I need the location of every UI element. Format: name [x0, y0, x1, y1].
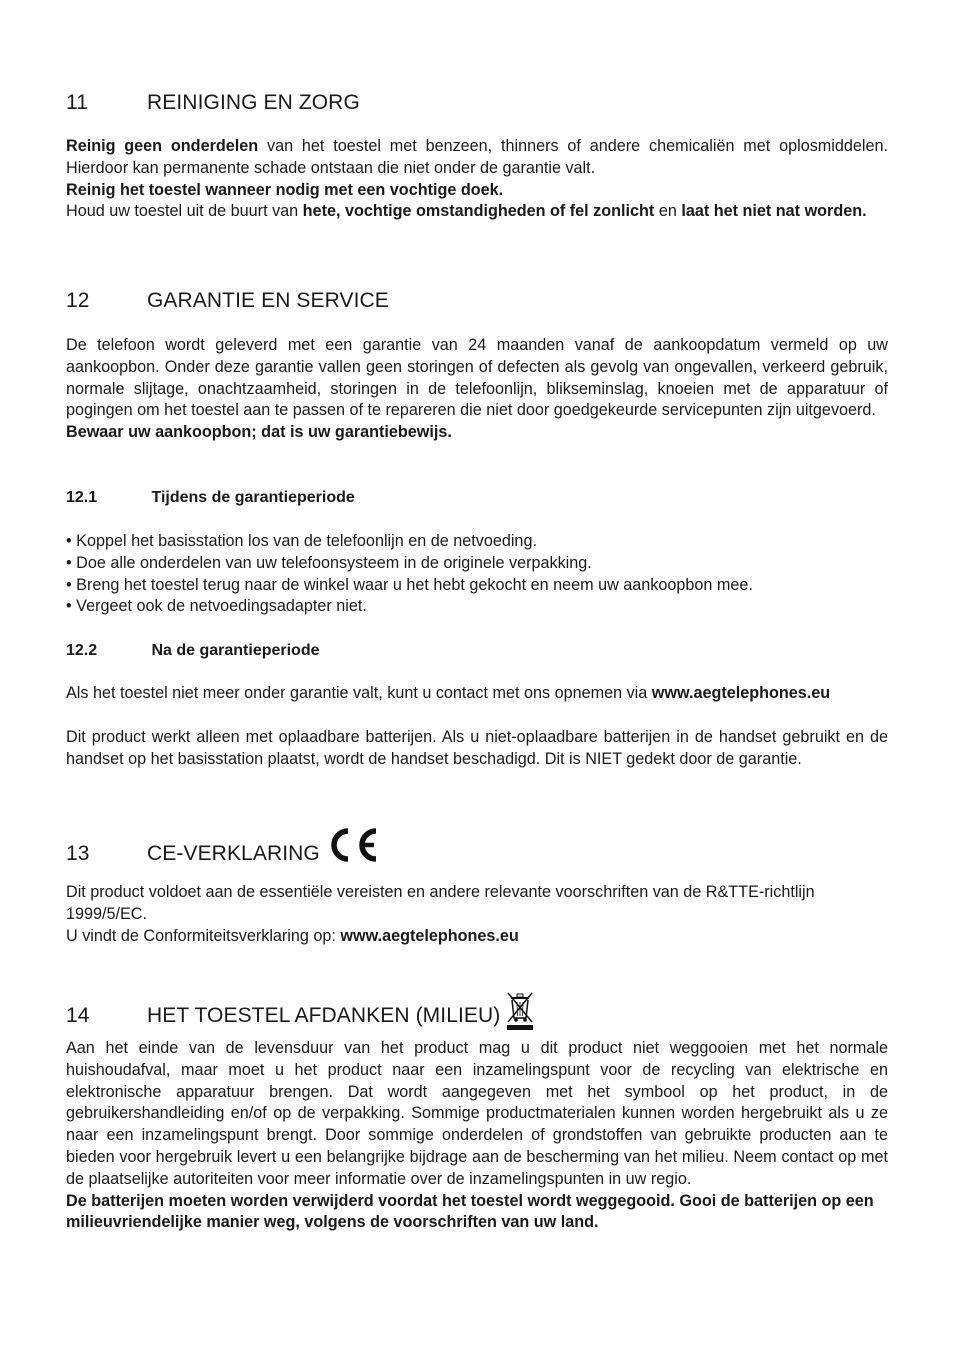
after-warranty-paragraph — [66, 683, 888, 705]
bullet-list — [66, 531, 888, 618]
bold-text: De batterijen moeten worden verwijderd voordat het toestel wordt weggegooid. Gooi de batterijen op een milieuvriendelijke manier weg, volgens de voorschriften van uw land. — [66, 1191, 874, 1232]
body-text: Dit product voldoet aan de essentiële vereisten en andere relevante voorschriften van de R&TTE-richtlijn 1999/5/EC. — [66, 883, 815, 923]
list-item: • Breng het toestel terug naar de winkel waar u het hebt gekocht en neem uw aankoopbon mee. — [66, 575, 753, 594]
bold-text: laat het niet nat worden. — [681, 202, 867, 221]
body-text: Houd uw toestel uit de buurt van — [66, 202, 303, 221]
section-number: 14 — [66, 1004, 90, 1027]
section-13-heading — [66, 826, 382, 867]
body-text: Dit product werkt alleen met oplaadbare batterijen. Als u niet-oplaadbare batterijen in de handset gebruikt en de handset op het basisstation plaatst, wordt de handset beschadigd. Dit is NIET gedekt door de garantie. — [66, 728, 888, 768]
subsection-title: Tijdens de garantieperiode — [151, 489, 355, 506]
subsection-title: Na de garantieperiode — [151, 642, 320, 659]
ce-mark-icon — [326, 826, 382, 871]
website-link[interactable]: www.aegtelephones.eu — [340, 926, 519, 945]
weee-crossed-bin-icon — [506, 990, 534, 1039]
list-item: • Koppel het basisstation los van de telefoonlijn en de netvoeding. — [66, 532, 537, 550]
body-text: Als het toestel niet meer onder garantie valt, kunt u contact met ons opnemen via — [66, 684, 652, 702]
subsection-12-1-heading — [66, 487, 355, 509]
section-14-body — [66, 1038, 888, 1234]
body-text: Aan het einde van de levensduur van het product mag u dit product niet weggooien met het normale huishoudafval, maar moet u het product naar een inzamelingspunt voor de recycling van elektrische en elektronische apparatuur brengen. Dat wordt aangegeven met het symbool op het product, in de gebruikershandleiding en/of op de verpakking. Sommige productmaterialen kunnen worden hergebruikt als u ze naar een inzamelingspunt brengt. Door sommige onderdelen of grondstoffen van gebruikte producten aan te bieden voor hergebruik levert u een belangrijke bijdrage aan de bescherming van het milieu. Neem contact op met de plaatselijke autoriteiten voor meer informatie over de inzamelingspunten in uw regio. — [66, 1039, 888, 1188]
website-link[interactable]: www.aegtelephones.eu — [651, 684, 831, 702]
section-title: GARANTIE EN SERVICE — [147, 289, 389, 312]
bold-text: Bewaar uw aankoopbon; dat is uw garantiebewijs. — [66, 423, 452, 442]
section-12-heading — [66, 288, 389, 314]
body-text: De telefoon wordt geleverd met een garantie van 24 maanden vanaf de aankoopdatum vermeld op uw aankoopbon. Onder deze garantie vallen geen storingen of defecten als gevolg van ongevallen, verkeerd gebruik, normale slijtage, onachtzaamheid, storingen in de telefoonlijn, blikseminslag, knoeien met de apparatuur of pogingen om het toestel aan te passen of te repareren die niet door goedgekeurde servicepunten zijn uitgevoerd. — [66, 336, 888, 420]
body-text: van het toestel met benzeen, thinners of andere chemicaliën met oplosmiddelen. Hierdoor kan permanente schade ontstaan die niet onder de garantie valt. — [66, 137, 888, 177]
section-number: 11 — [66, 91, 88, 114]
section-11-body — [66, 136, 888, 223]
section-14-heading — [66, 990, 534, 1029]
section-title: CE-VERKLARING — [147, 842, 320, 865]
section-11-heading — [66, 90, 360, 116]
list-item: • Vergeet ook de netvoedingsadapter niet. — [66, 597, 367, 616]
bold-text: Reinig het toestel wanneer nodig met een vochtige doek. — [66, 180, 504, 199]
subsection-number: 12.1 — [66, 489, 98, 506]
list-item: • Doe alle onderdelen van uw telefoonsysteem in de originele verpakking. — [66, 553, 592, 572]
subsection-number: 12.2 — [66, 642, 98, 659]
section-title: REINIGING EN ZORG — [147, 91, 360, 114]
section-title: HET TOESTEL AFDANKEN (MILIEU) — [147, 1004, 501, 1027]
subsection-12-2-heading — [66, 640, 320, 662]
section-number: 12 — [66, 289, 90, 312]
body-text: en — [654, 202, 682, 221]
section-13-body — [66, 882, 888, 947]
bold-text: Reinig geen onderdelen — [66, 137, 259, 155]
battery-warning-paragraph — [66, 727, 888, 771]
body-text: U vindt de Conformiteitsverklaring op: — [66, 926, 341, 945]
bold-text: hete, vochtige omstandigheden of fel zonlicht — [302, 202, 655, 221]
section-12-body — [66, 335, 888, 444]
section-number: 13 — [66, 842, 90, 865]
